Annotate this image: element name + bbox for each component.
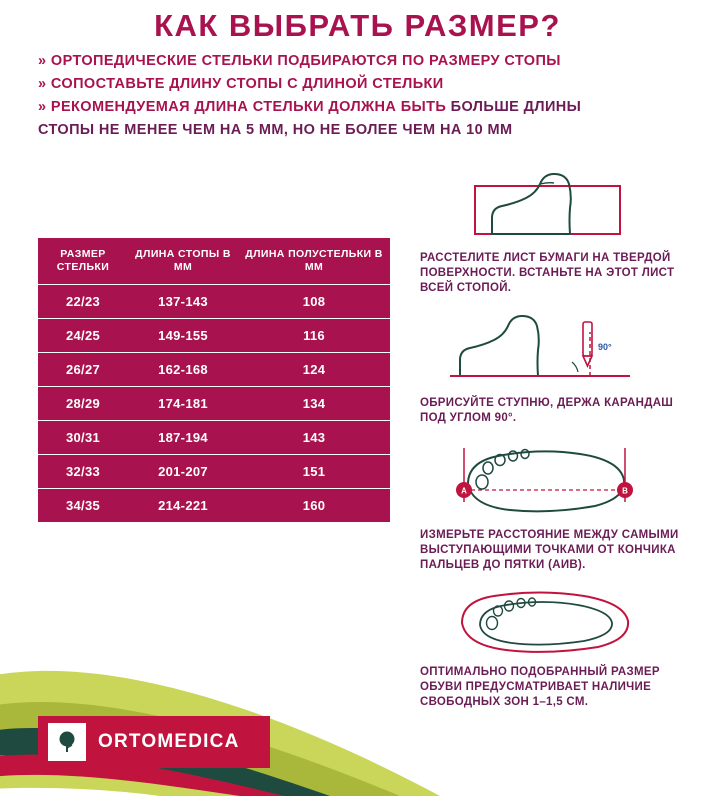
cell-half-insole-length: 160 <box>238 489 390 523</box>
foot-on-paper-icon <box>420 168 675 243</box>
point-a-label: A <box>461 486 467 496</box>
cell-foot-length: 201-207 <box>128 455 238 489</box>
step-text: ОБРИСУЙТЕ СТУПНЮ, ДЕРЖА КАРАНДАШ ПОД УГЛОМ 90°. <box>420 397 674 424</box>
cell-half-insole-length: 124 <box>238 353 390 387</box>
logo <box>38 716 270 768</box>
foot-measure-ab-icon <box>420 440 675 520</box>
cell-insole-size: 34/35 <box>38 489 128 523</box>
bullet-item <box>38 73 698 96</box>
cell-foot-length: 187-194 <box>128 421 238 455</box>
cell-half-insole-length: 134 <box>238 387 390 421</box>
chevron-right-icon: » <box>38 99 47 115</box>
cell-insole-size: 32/33 <box>38 455 128 489</box>
table-row <box>38 387 390 421</box>
cell-half-insole-length: 108 <box>238 285 390 319</box>
cell-insole-size: 24/25 <box>38 319 128 353</box>
bullet-text: СОПОСТАВЬТЕ ДЛИНУ СТОПЫ С ДЛИНОЙ СТЕЛЬКИ <box>50 76 444 92</box>
table-column-header: ДЛИНА СТОПЫ В ММ <box>135 248 231 273</box>
table-row <box>38 319 390 353</box>
table-row <box>38 489 390 523</box>
decorative-swoosh <box>0 581 715 796</box>
bullet-text: РЕКОМЕНДУЕМАЯ ДЛИНА СТЕЛЬКИ ДОЛЖНА БЫТЬ <box>50 99 451 115</box>
table-row <box>38 455 390 489</box>
cell-half-insole-length: 116 <box>238 319 390 353</box>
table-row <box>38 421 390 455</box>
step-item <box>420 310 682 426</box>
bullet-item <box>38 50 698 73</box>
cell-insole-size: 30/31 <box>38 421 128 455</box>
size-table <box>38 238 390 522</box>
step-text: ОПТИМАЛЬНО ПОДОБРАННЫЙ РАЗМЕР ОБУВИ ПРЕДУСМАТРИВАЕТ НАЛИЧИЕ СВОБОДНЫХ ЗОН 1–1,5 СМ. <box>420 666 660 708</box>
step-item <box>420 168 682 296</box>
point-b-label: B <box>622 486 628 496</box>
table-column-header: РАЗМЕР СТЕЛЬКИ <box>56 248 110 273</box>
logo-text: ORTOMEDICA <box>98 731 240 752</box>
step-text: РАССТЕЛИТЕ ЛИСТ БУМАГИ НА ТВЕРДОЙ ПОВЕРХНОСТИ. ВСТАНЬТЕ НА ЭТОТ ЛИСТ ВСЕЙ СТОПОЙ. <box>420 252 675 294</box>
table-row <box>38 285 390 319</box>
bullet-list <box>38 50 698 142</box>
cell-foot-length: 162-168 <box>128 353 238 387</box>
bullet-emphasis: БОЛЬШЕ ДЛИНЫ <box>450 99 582 115</box>
table-row <box>38 353 390 387</box>
cell-foot-length: 214-221 <box>128 489 238 523</box>
cell-insole-size: 22/23 <box>38 285 128 319</box>
table-header-row <box>38 238 390 285</box>
bullet-item <box>38 96 698 119</box>
tree-icon <box>48 723 86 761</box>
chevron-right-icon: » <box>38 53 47 69</box>
cell-foot-length: 137-143 <box>128 285 238 319</box>
step-item <box>420 440 682 573</box>
chevron-right-icon: » <box>38 76 47 92</box>
cell-insole-size: 26/27 <box>38 353 128 387</box>
cell-foot-length: 174-181 <box>128 387 238 421</box>
cell-insole-size: 28/29 <box>38 387 128 421</box>
cell-half-insole-length: 143 <box>238 421 390 455</box>
cell-foot-length: 149-155 <box>128 319 238 353</box>
angle-label: 90° <box>598 342 612 352</box>
bullet-continuation: СТОПЫ НЕ МЕНЕЕ ЧЕМ НА 5 ММ, НО НЕ БОЛЕЕ ЧЕМ НА 10 ММ <box>38 122 513 138</box>
table-column-header: ДЛИНА ПОЛУСТЕЛЬКИ В ММ <box>245 248 383 273</box>
foot-with-pencil-icon <box>420 310 675 388</box>
cell-half-insole-length: 151 <box>238 455 390 489</box>
step-text: ИЗМЕРЬТЕ РАССТОЯНИЕ МЕЖДУ САМЫМИ ВЫСТУПАЮЩИМИ ТОЧКАМИ ОТ КОНЧИКА ПАЛЬЦЕВ ДО ПЯТКИ (АИВ). <box>420 529 679 571</box>
bullet-text: ОРТОПЕДИЧЕСКИЕ СТЕЛЬКИ ПОДБИРАЮТСЯ ПО РАЗМЕРУ СТОПЫ <box>50 53 561 69</box>
page-title: КАК ВЫБРАТЬ РАЗМЕР? <box>154 8 561 43</box>
